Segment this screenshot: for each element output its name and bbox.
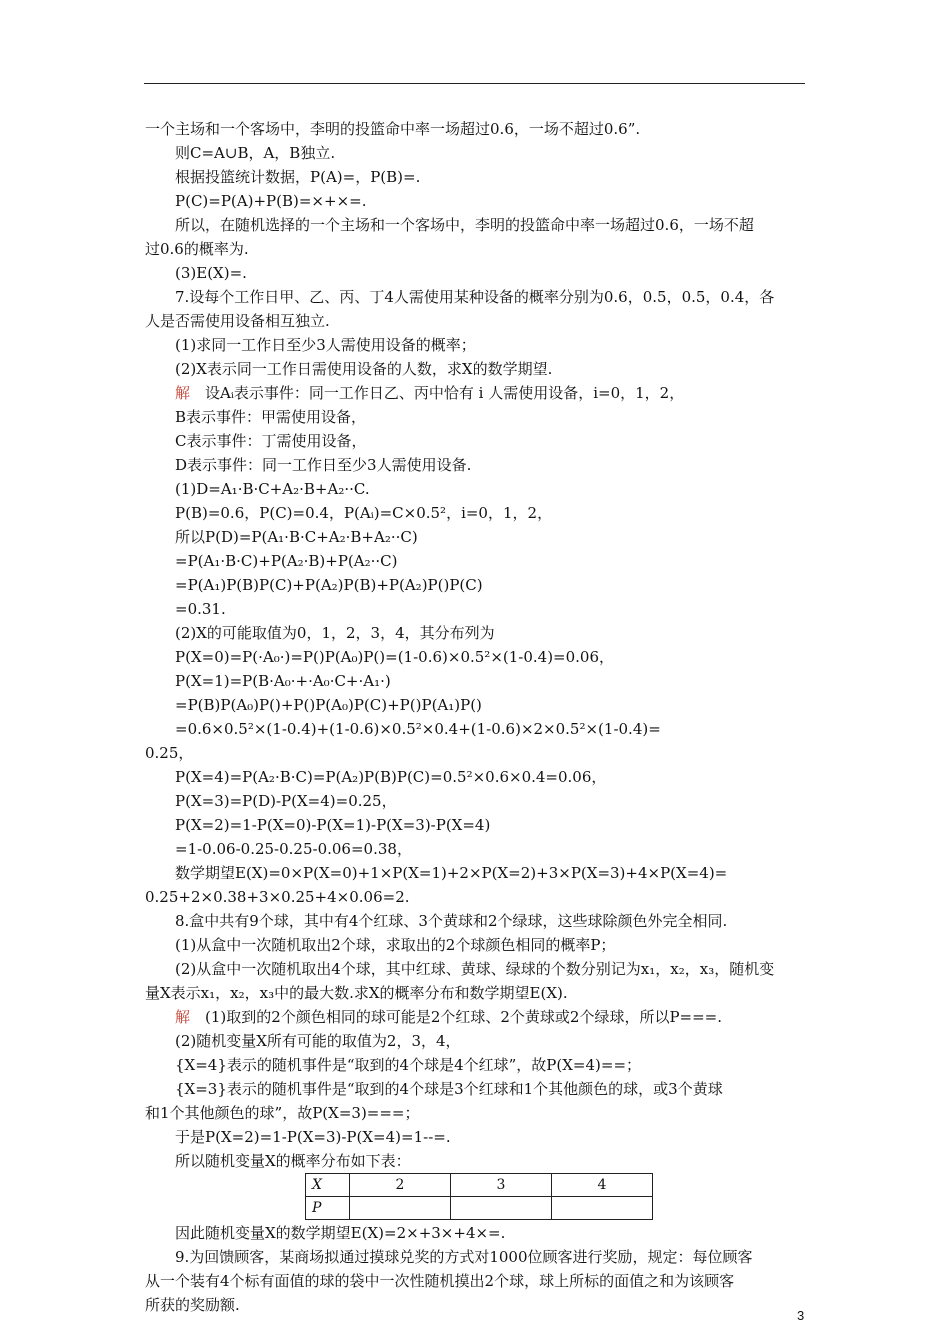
line-text: 人是否需使用设备相互独立. [145,312,330,330]
text-line [145,789,807,813]
header-rule [144,83,805,84]
text-line [145,1269,807,1293]
line-text: 0.25， [145,744,194,762]
line-text: (2)X的可能取值为0，1，2，3，4，其分布列为 [175,624,495,642]
text-line [145,861,807,885]
line-text: 设Aᵢ表示事件：同一工作日乙、丙中恰有 i 人需使用设备，i=0，1，2， [205,384,685,402]
text-line [145,693,807,717]
distribution-table [305,1173,653,1220]
line-text: =P(A₁)P(B)P(C)+P(A₂)P(B)+P(A₂)P()P(C) [175,576,483,594]
line-text: =0.31. [175,600,226,618]
line-text: 于是P(X=2)=1-P(X=3)-P(X=4)=1--=. [175,1128,451,1146]
text-line [145,165,807,189]
text-line [145,765,807,789]
text-line [145,213,807,237]
line-text: P(X=3)=P(D)-P(X=4)=0.25， [175,792,397,810]
line-text: P(B)=0.6，P(C)=0.4，P(Aᵢ)=C×0.5²，i=0，1，2， [175,504,553,522]
text-line [145,1221,807,1245]
table-row [306,1197,653,1220]
line-text: P(X=1)=P(B·A₀·+·A₀·C+·A₁·) [175,672,391,690]
line-text: D表示事件：同一工作日至少3人需使用设备. [175,456,472,474]
line-text: (2)随机变量X所有可能的取值为2，3，4， [175,1032,461,1050]
table-cell: 2 [350,1174,451,1197]
line-text: (2)X表示同一工作日需使用设备的人数，求X的数学期望. [175,360,553,378]
text-line [145,1149,807,1173]
line-text: =P(B)P(A₀)P()+P()P(A₀)P(C)+P()P(A₁)P() [175,696,482,714]
line-text: C表示事件：丁需使用设备， [175,432,367,450]
text-line [145,333,807,357]
text-line [145,933,807,957]
solution-label: 解 [175,384,191,402]
text-line [145,405,807,429]
line-text: 所以P(D)=P(A₁·B·C+A₂·B+A₂··C) [175,528,418,546]
line-text: (1)D=A₁·B·C+A₂·B+A₂··C. [175,480,370,498]
text-line [145,885,807,909]
page-number: 3 [797,1308,805,1323]
text-line [145,261,807,285]
text-line [145,549,807,573]
line-text: 和1个其他颜色的球”，故P(X=3)===； [145,1104,420,1122]
table-cell: 4 [552,1174,653,1197]
text-line [145,573,807,597]
text-line [145,189,807,213]
table-cell: X [306,1174,350,1197]
table-cell: P [306,1197,350,1220]
text-line [145,717,807,741]
line-text: 所获的奖励额. [145,1296,240,1314]
line-text: 根据投篮统计数据，P(A)=，P(B)=. [175,168,421,186]
text-line [145,909,807,933]
line-text: 一个主场和一个客场中，李明的投篮命中率一场超过0.6，一场不超过0.6”. [145,120,641,138]
line-text: =P(A₁·B·C)+P(A₂·B)+P(A₂··C) [175,552,398,570]
table-cell [451,1197,552,1220]
text-line [145,1005,807,1029]
text-line [145,453,807,477]
line-text: (3)E(X)=. [175,264,247,282]
text-line [145,381,807,405]
distribution-table-row [145,1173,807,1221]
line-text: 过0.6的概率为. [145,240,249,258]
text-line [145,429,807,453]
text-block-after-table [145,1221,807,1317]
text-line [145,981,807,1005]
table-cell [350,1197,451,1220]
text-line [145,477,807,501]
table-cell [552,1197,653,1220]
text-line [145,621,807,645]
line-text: B表示事件：甲需使用设备， [175,408,367,426]
text-line [145,1029,807,1053]
table-header-row [306,1174,653,1197]
text-line [145,741,807,765]
line-text: {X=4}表示的随机事件是“取到的4个球是4个红球”，故P(X=4)==； [175,1056,642,1074]
line-text: (1)取到的2个颜色相同的球可能是2个红球、2个黄球或2个绿球，所以P===. [205,1008,723,1026]
text-line [145,309,807,333]
line-text: (1)从盒中一次随机取出2个球，求取出的2个球颜色相同的概率P； [175,936,616,954]
line-text: 0.25+2×0.38+3×0.25+4×0.06=2. [145,888,410,906]
line-text: 因此随机变量X的数学期望E(X)=2×+3×+4×=. [175,1224,506,1242]
text-line [145,645,807,669]
line-text: (1)求同一工作日至少3人需使用设备的概率； [175,336,476,354]
line-text: P(X=4)=P(A₂·B·C)=P(A₂)P(B)P(C)=0.5²×0.6×0.4=0.06， [175,768,607,786]
line-text: 数学期望E(X)=0×P(X=0)+1×P(X=1)+2×P(X=2)+3×P(X=3)+4×P(X=4)= [175,864,728,882]
text-line [145,957,807,981]
line-text: 8.盒中共有9个球，其中有4个红球、3个黄球和2个绿球，这些球除颜色外完全相同. [175,912,728,930]
text-line [145,1101,807,1125]
text-line [145,597,807,621]
line-text: 从一个装有4个标有面值的球的袋中一次性随机摸出2个球，球上所标的面值之和为该顾客 [145,1272,735,1290]
text-line [145,357,807,381]
line-text: {X=3}表示的随机事件是“取到的4个球是3个红球和1个其他颜色的球，或3个黄球 [175,1080,723,1098]
text-line [145,1245,807,1269]
line-text: =0.6×0.5²×(1-0.4)+(1-0.6)×0.5²×0.4+(1-0.6)×2×0.5²×(1-0.4)= [175,720,661,738]
text-line [145,117,807,141]
page-body [145,117,807,1317]
text-line [145,837,807,861]
text-block-main [145,117,807,1173]
text-line [145,1293,807,1317]
line-text: 9.为回馈顾客，某商场拟通过摸球兑奖的方式对1000位顾客进行奖励，规定：每位顾客 [175,1248,753,1266]
line-text: (2)从盒中一次随机取出4个球，其中红球、黄球、绿球的个数分别记为x₁，x₂，x₃，随机变 [175,960,775,978]
text-line [145,1077,807,1101]
text-line [145,501,807,525]
text-line [145,141,807,165]
line-text: 所以，在随机选择的一个主场和一个客场中，李明的投篮命中率一场超过0.6，一场不超 [175,216,754,234]
text-line [145,525,807,549]
line-text: P(X=2)=1-P(X=0)-P(X=1)-P(X=3)-P(X=4) [175,816,491,834]
line-text: 7.设每个工作日甲、乙、丙、丁4人需使用某种设备的概率分别为0.6，0.5，0.5，0.4，各 [175,288,775,306]
text-line [145,1125,807,1149]
solution-label: 解 [175,1008,191,1026]
table-cell: 3 [451,1174,552,1197]
text-line [145,1053,807,1077]
line-text: 所以随机变量X的概率分布如下表： [175,1152,411,1170]
line-text: P(C)=P(A)+P(B)=×+×=. [175,192,367,210]
line-text: P(X=0)=P(·A₀·)=P()P(A₀)P()=(1-0.6)×0.5²×(1-0.4)=0.06， [175,648,615,666]
text-line [145,669,807,693]
line-text: 量X表示x₁，x₂，x₃中的最大数.求X的概率分布和数学期望E(X). [145,984,568,1002]
text-line [145,237,807,261]
line-text: 则C=A∪B，A，B独立. [175,144,336,162]
text-line [145,285,807,309]
text-line [145,813,807,837]
line-text: =1-0.06-0.25-0.25-0.06=0.38， [175,840,412,858]
